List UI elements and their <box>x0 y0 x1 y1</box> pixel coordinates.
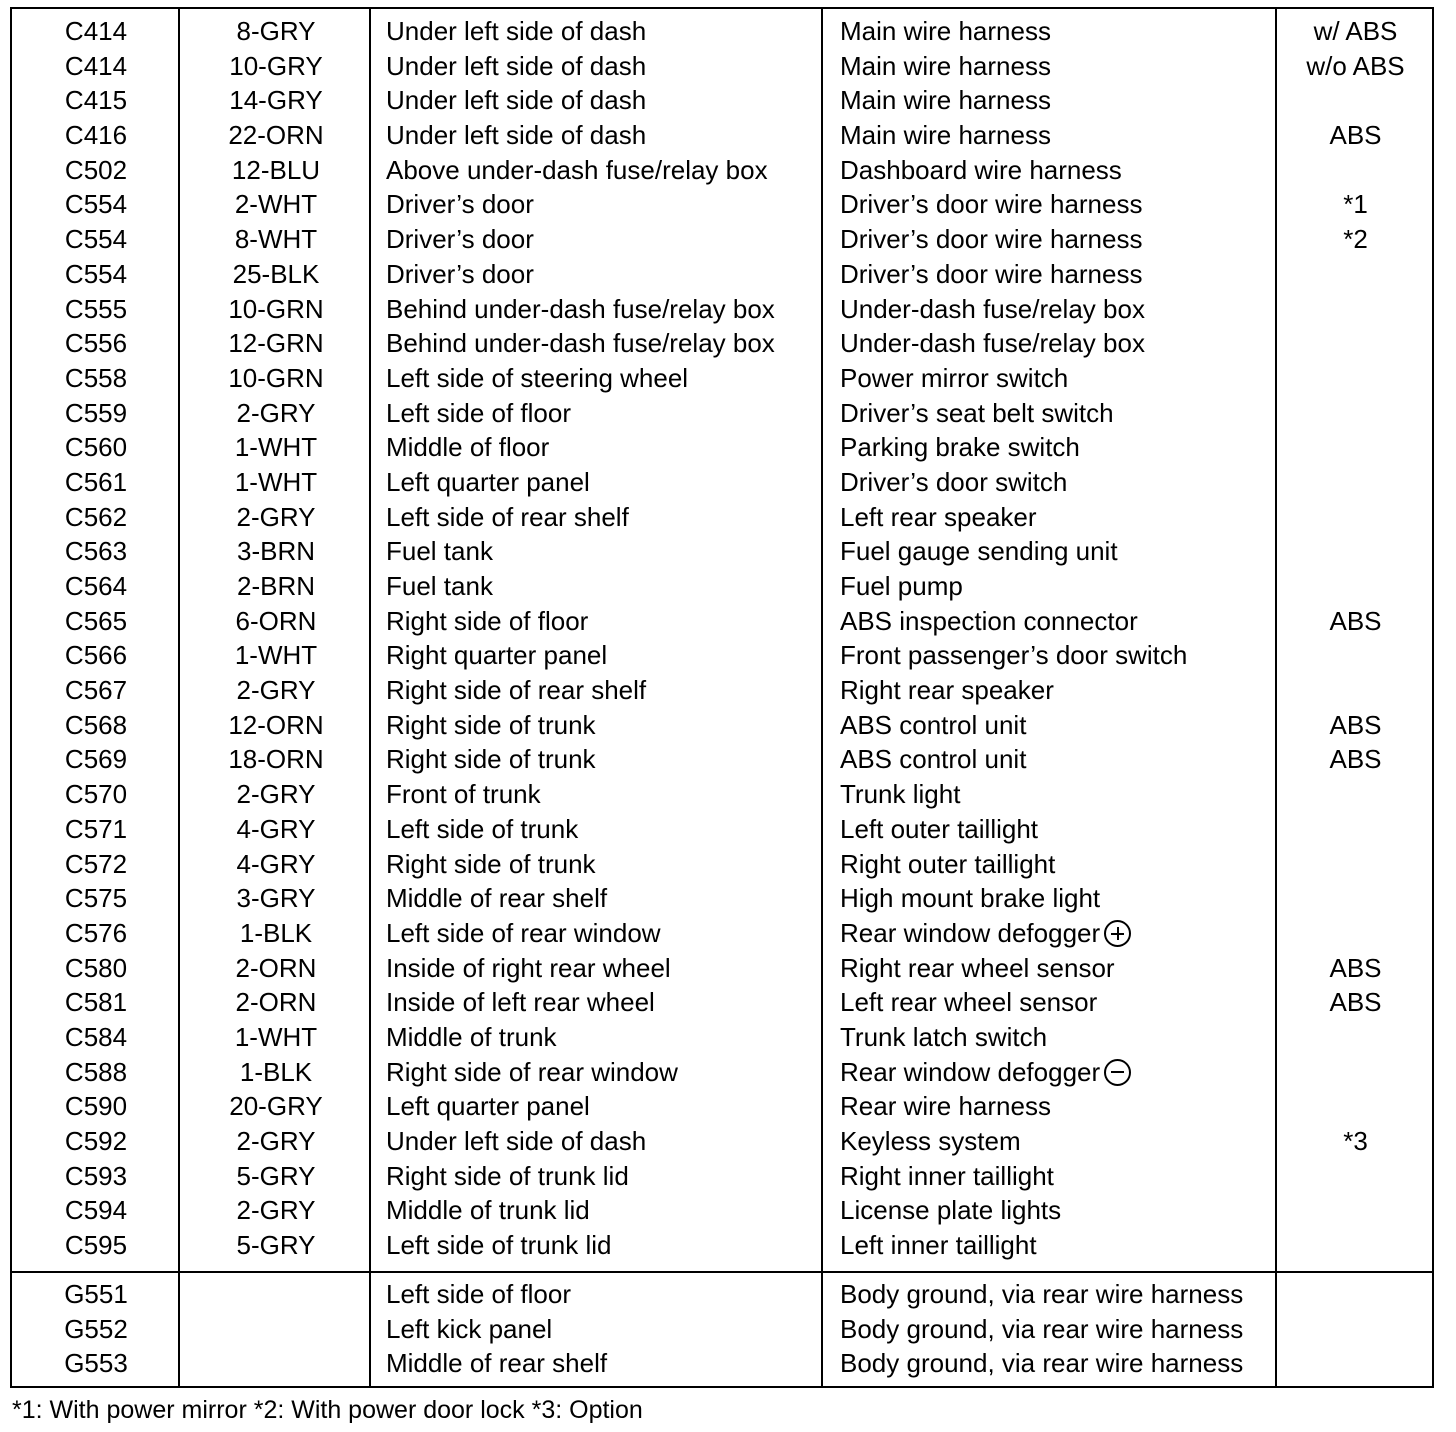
location: Front of trunk <box>386 779 541 810</box>
location: Left side of steering wheel <box>386 362 689 393</box>
component <box>840 777 960 812</box>
table-row <box>12 1346 1432 1381</box>
component-text: ABS control unit <box>840 709 1027 740</box>
note <box>1279 83 1432 118</box>
cavity-color: 2-ORN <box>235 987 317 1018</box>
table-row <box>12 1055 1432 1090</box>
location: Middle of floor <box>386 432 550 463</box>
note: ABS <box>1329 605 1382 636</box>
component-text: Parking brake switch <box>840 432 1080 463</box>
cavity-color: 12-GRN <box>228 328 324 359</box>
note <box>1279 847 1432 882</box>
note <box>1279 396 1432 431</box>
note: w/o ABS <box>1306 50 1405 81</box>
table-row <box>12 638 1432 673</box>
note <box>1279 430 1432 465</box>
table-row <box>12 1277 1432 1312</box>
cavity-color: 1-WHT <box>234 1021 318 1052</box>
component <box>840 638 1187 673</box>
note <box>1279 673 1432 708</box>
note <box>1279 1020 1432 1055</box>
note <box>1279 777 1432 812</box>
cavity-color: 2-GRY <box>236 1195 316 1226</box>
note <box>1279 1089 1432 1124</box>
table-row <box>12 187 1432 222</box>
table-row <box>12 777 1432 812</box>
cavity-color: 2-BRN <box>236 571 315 601</box>
note <box>1279 500 1432 535</box>
note <box>1279 292 1432 327</box>
location: Under left side of dash <box>386 50 647 81</box>
location: Under left side of dash <box>386 120 647 151</box>
location: Behind under-dash fuse/relay box <box>386 293 775 324</box>
component-text: Right outer taillight <box>840 848 1056 879</box>
component-text: Under-dash fuse/relay box <box>840 328 1145 359</box>
component-text: Driver’s door wire harness <box>840 189 1143 220</box>
location: Middle of rear shelf <box>386 1348 608 1379</box>
component-text: Main wire harness <box>840 16 1051 46</box>
note: w/ ABS <box>1313 16 1398 46</box>
location: Above under-dash fuse/relay box <box>386 154 768 185</box>
connector-number: C565 <box>64 605 128 636</box>
component-text: Main wire harness <box>840 50 1051 81</box>
minus-circle-icon <box>1104 1059 1131 1086</box>
location: Right side of rear shelf <box>386 675 647 706</box>
table-row <box>12 951 1432 986</box>
component <box>840 812 1038 847</box>
component-text: Fuel pump <box>840 571 963 601</box>
table-row <box>12 1228 1432 1263</box>
note <box>1279 361 1432 396</box>
note: *2 <box>1343 224 1368 255</box>
location: Left side of floor <box>386 1279 571 1309</box>
component <box>840 1124 1021 1159</box>
component-text: ABS inspection connector <box>840 605 1138 636</box>
component-text: Driver’s door wire harness <box>840 224 1143 255</box>
connector-number: C414 <box>64 50 128 81</box>
component <box>840 222 1142 257</box>
plus-circle-icon <box>1104 920 1131 947</box>
cavity-color: 2-WHT <box>234 189 318 220</box>
location: Inside of right rear wheel <box>386 952 671 983</box>
location: Driver’s door <box>386 258 534 289</box>
connector-number: C593 <box>64 1160 128 1191</box>
component-text: Driver’s door switch <box>840 466 1068 497</box>
connector-number: C566 <box>64 640 128 671</box>
connector-number: C590 <box>64 1091 128 1122</box>
cavity-color: 4-GRY <box>236 813 316 844</box>
connector-number: C559 <box>64 397 128 428</box>
connector-number: C560 <box>64 432 128 463</box>
connector-number: C561 <box>64 466 128 497</box>
connector-number: C588 <box>64 1056 128 1087</box>
connector-number: C556 <box>64 328 128 359</box>
component-text: Driver’s seat belt switch <box>840 397 1114 428</box>
cavity-color: 5-GRY <box>236 1160 316 1191</box>
component <box>840 49 1051 84</box>
component <box>840 1055 1131 1090</box>
component <box>840 708 1026 743</box>
component <box>840 361 1068 396</box>
component <box>840 742 1026 777</box>
connector-number: C567 <box>64 675 128 706</box>
component <box>840 604 1138 639</box>
component <box>840 14 1051 49</box>
connector-number: C415 <box>64 85 128 116</box>
location: Right side of trunk <box>386 744 596 775</box>
component <box>840 951 1115 986</box>
cavity-color: 3-BRN <box>236 536 315 567</box>
note <box>1279 812 1432 847</box>
note <box>1279 569 1432 604</box>
cavity-color: 2-GRY <box>236 675 316 706</box>
component-text: Right rear speaker <box>840 675 1054 706</box>
component <box>840 673 1054 708</box>
cavity-color: 1-BLK <box>239 1056 313 1087</box>
note: ABS <box>1329 709 1382 740</box>
connector-number: C554 <box>64 189 128 220</box>
note: *1 <box>1343 189 1368 220</box>
component <box>840 569 963 604</box>
component <box>840 500 1037 535</box>
note <box>1279 1055 1432 1090</box>
note <box>1279 1228 1432 1263</box>
table-row <box>12 569 1432 604</box>
connector-number: C575 <box>64 883 128 914</box>
table-row <box>12 257 1432 292</box>
cavity-color: 3-GRY <box>236 883 316 914</box>
location: Right quarter panel <box>386 640 608 671</box>
connector-number: C571 <box>64 813 128 844</box>
location: Left side of rear shelf <box>386 501 629 532</box>
table-row <box>12 430 1432 465</box>
location: Left kick panel <box>386 1313 553 1344</box>
location: Fuel tank <box>386 571 493 601</box>
location: Right side of trunk <box>386 709 596 740</box>
cavity-color: 10-GRN <box>228 293 324 324</box>
table-row <box>12 1020 1432 1055</box>
connector-number: C594 <box>64 1195 128 1226</box>
component-text: Main wire harness <box>840 120 1051 151</box>
connector-number: C502 <box>64 154 128 185</box>
note: ABS <box>1329 987 1382 1018</box>
component-text: High mount brake light <box>840 883 1101 914</box>
location: Right side of trunk lid <box>386 1160 629 1191</box>
table-row <box>12 847 1432 882</box>
note <box>1279 638 1432 673</box>
component-text: Left outer taillight <box>840 813 1039 844</box>
component-text: Right rear wheel sensor <box>840 952 1115 983</box>
cavity-color: 2-GRY <box>236 501 316 532</box>
table-row <box>12 1312 1432 1347</box>
note: *3 <box>1343 1126 1368 1156</box>
table-row <box>12 83 1432 118</box>
note: ABS <box>1329 952 1382 983</box>
connector-number: C414 <box>64 16 128 46</box>
component-text: Dashboard wire harness <box>840 154 1122 185</box>
component-text: Body ground, via rear wire harness <box>840 1279 1244 1309</box>
table-row <box>12 361 1432 396</box>
connector-number: C581 <box>64 987 128 1018</box>
connector-number: C592 <box>64 1126 128 1156</box>
note <box>1279 1277 1432 1312</box>
component-text: Keyless system <box>840 1126 1021 1156</box>
component-text: Fuel gauge sending unit <box>840 536 1118 567</box>
note <box>1279 153 1432 188</box>
table-row <box>12 742 1432 777</box>
table-row <box>12 153 1432 188</box>
location: Left quarter panel <box>386 1091 590 1122</box>
note: ABS <box>1329 744 1382 775</box>
connector-number: C554 <box>64 224 128 255</box>
note <box>1279 465 1432 500</box>
section-divider <box>12 1271 1432 1273</box>
location: Right side of floor <box>386 605 589 636</box>
connector-number: C576 <box>64 917 128 948</box>
component-text: Rear wire harness <box>840 1091 1051 1122</box>
location: Driver’s door <box>386 189 534 220</box>
component-text: Trunk latch switch <box>840 1021 1048 1052</box>
component <box>840 1089 1051 1124</box>
location: Fuel tank <box>386 536 493 567</box>
cavity-color: 10-GRN <box>228 362 324 393</box>
table-row <box>12 812 1432 847</box>
cavity-color <box>182 1277 370 1312</box>
connector-number: G551 <box>64 1279 128 1309</box>
connector-number: G553 <box>64 1348 128 1379</box>
note: ABS <box>1329 120 1382 151</box>
component-text: Body ground, via rear wire harness <box>840 1313 1244 1344</box>
location: Left side of trunk lid <box>386 1230 612 1261</box>
table-row <box>12 534 1432 569</box>
component-text: Left rear wheel sensor <box>840 987 1098 1018</box>
connector-number: C563 <box>64 536 128 567</box>
table-row <box>12 118 1432 153</box>
cavity-color: 4-GRY <box>236 848 316 879</box>
ground-rows <box>12 1277 1432 1381</box>
table-row <box>12 396 1432 431</box>
component <box>840 1159 1054 1194</box>
component <box>840 1346 1243 1381</box>
location: Right side of trunk <box>386 848 596 879</box>
component <box>840 396 1114 431</box>
note <box>1279 916 1432 951</box>
cavity-color: 1-WHT <box>234 466 318 497</box>
connector-number: C564 <box>64 571 128 601</box>
table-row <box>12 465 1432 500</box>
component-text: ABS control unit <box>840 744 1027 775</box>
cavity-color: 10-GRY <box>229 50 323 81</box>
component <box>840 465 1067 500</box>
connector-number: G552 <box>64 1313 128 1344</box>
cavity-color: 2-GRY <box>236 779 316 810</box>
component-text: Rear window defogger <box>840 1056 1101 1087</box>
cavity-color: 25-BLK <box>232 258 320 289</box>
component-text: Body ground, via rear wire harness <box>840 1348 1244 1379</box>
cavity-color: 1-WHT <box>234 432 318 463</box>
cavity-color: 1-BLK <box>239 917 313 948</box>
location: Under left side of dash <box>386 1126 647 1156</box>
cavity-color: 2-ORN <box>235 952 317 983</box>
component <box>840 1228 1037 1263</box>
table-row <box>12 49 1432 84</box>
cavity-color: 5-GRY <box>236 1230 316 1261</box>
table-row <box>12 881 1432 916</box>
cavity-color: 8-WHT <box>234 224 318 255</box>
note <box>1279 881 1432 916</box>
table-row <box>12 1124 1432 1159</box>
component-text: Right inner taillight <box>840 1160 1054 1191</box>
component <box>840 1020 1047 1055</box>
connector-number: C568 <box>64 709 128 740</box>
component <box>840 326 1145 361</box>
cavity-color: 12-ORN <box>228 709 324 740</box>
component <box>840 534 1118 569</box>
table-row <box>12 500 1432 535</box>
connector-table <box>10 7 1434 1388</box>
component-text: Main wire harness <box>840 85 1051 116</box>
location: Behind under-dash fuse/relay box <box>386 328 775 359</box>
note <box>1279 257 1432 292</box>
table-row <box>12 326 1432 361</box>
component <box>840 257 1142 292</box>
component-text: Front passenger’s door switch <box>840 640 1188 671</box>
connector-number: C562 <box>64 501 128 532</box>
location: Middle of trunk lid <box>386 1195 590 1226</box>
component <box>840 916 1131 951</box>
location: Under left side of dash <box>386 16 647 46</box>
table-row <box>12 1159 1432 1194</box>
note <box>1279 326 1432 361</box>
cavity-color: 18-ORN <box>228 744 324 775</box>
component-text: Driver’s door wire harness <box>840 258 1143 289</box>
table-row <box>12 673 1432 708</box>
component <box>840 1312 1243 1347</box>
cavity-color: 14-GRY <box>229 85 323 116</box>
connector-number: C569 <box>64 744 128 775</box>
cavity-color: 2-GRY <box>236 397 316 428</box>
table-row <box>12 985 1432 1020</box>
component-text: Left inner taillight <box>840 1230 1037 1261</box>
cavity-color: 22-ORN <box>228 120 324 151</box>
note <box>1279 1159 1432 1194</box>
connector-number: C584 <box>64 1021 128 1052</box>
note <box>1279 1346 1432 1381</box>
location: Driver’s door <box>386 224 534 255</box>
location: Under left side of dash <box>386 85 647 116</box>
component <box>840 1193 1061 1228</box>
footnote: *1: With power mirror *2: With power door lock *3: Option <box>12 1396 643 1424</box>
component-text: Rear window defogger <box>840 917 1101 948</box>
connector-number: C554 <box>64 258 128 289</box>
component <box>840 292 1145 327</box>
location: Right side of rear window <box>386 1056 678 1087</box>
component-text: Trunk light <box>840 779 961 810</box>
component-text: Under-dash fuse/relay box <box>840 293 1145 324</box>
table-row <box>12 14 1432 49</box>
connector-number: C558 <box>64 362 128 393</box>
connector-number: C580 <box>64 952 128 983</box>
note <box>1279 1312 1432 1347</box>
connector-number: C570 <box>64 779 128 810</box>
component-text: Power mirror switch <box>840 362 1069 393</box>
table-row <box>12 1193 1432 1228</box>
table-row <box>12 222 1432 257</box>
connector-number: C572 <box>64 848 128 879</box>
component <box>840 118 1051 153</box>
cavity-color: 12-BLU <box>231 154 321 185</box>
location: Left side of rear window <box>386 917 661 948</box>
component <box>840 187 1142 222</box>
table-row <box>12 916 1432 951</box>
cavity-color: 20-GRY <box>229 1091 323 1122</box>
connector-number: C555 <box>64 293 128 324</box>
component <box>840 153 1122 188</box>
connector-number: C416 <box>64 120 128 151</box>
component <box>840 847 1055 882</box>
connector-rows <box>12 14 1432 1263</box>
location: Middle of trunk <box>386 1021 557 1052</box>
table-row <box>12 292 1432 327</box>
table-row <box>12 1089 1432 1124</box>
location: Left side of trunk <box>386 813 579 844</box>
cavity-color: 1-WHT <box>234 640 318 671</box>
cavity-color: 8-GRY <box>236 16 316 46</box>
location: Left quarter panel <box>386 466 590 497</box>
component-text: License plate lights <box>840 1195 1062 1226</box>
location: Middle of rear shelf <box>386 883 608 914</box>
cavity-color: 6-ORN <box>235 605 317 636</box>
connector-number: C595 <box>64 1230 128 1261</box>
note <box>1279 534 1432 569</box>
location: Left side of floor <box>386 397 571 428</box>
table-row <box>12 708 1432 743</box>
note <box>1279 1193 1432 1228</box>
cavity-color <box>182 1346 370 1381</box>
component <box>840 1277 1243 1312</box>
component <box>840 881 1100 916</box>
table-row <box>12 604 1432 639</box>
location: Inside of left rear wheel <box>386 987 655 1018</box>
component <box>840 430 1080 465</box>
cavity-color <box>182 1312 370 1347</box>
component-text: Left rear speaker <box>840 501 1037 532</box>
cavity-color: 2-GRY <box>236 1126 316 1156</box>
component <box>840 83 1051 118</box>
component <box>840 985 1097 1020</box>
